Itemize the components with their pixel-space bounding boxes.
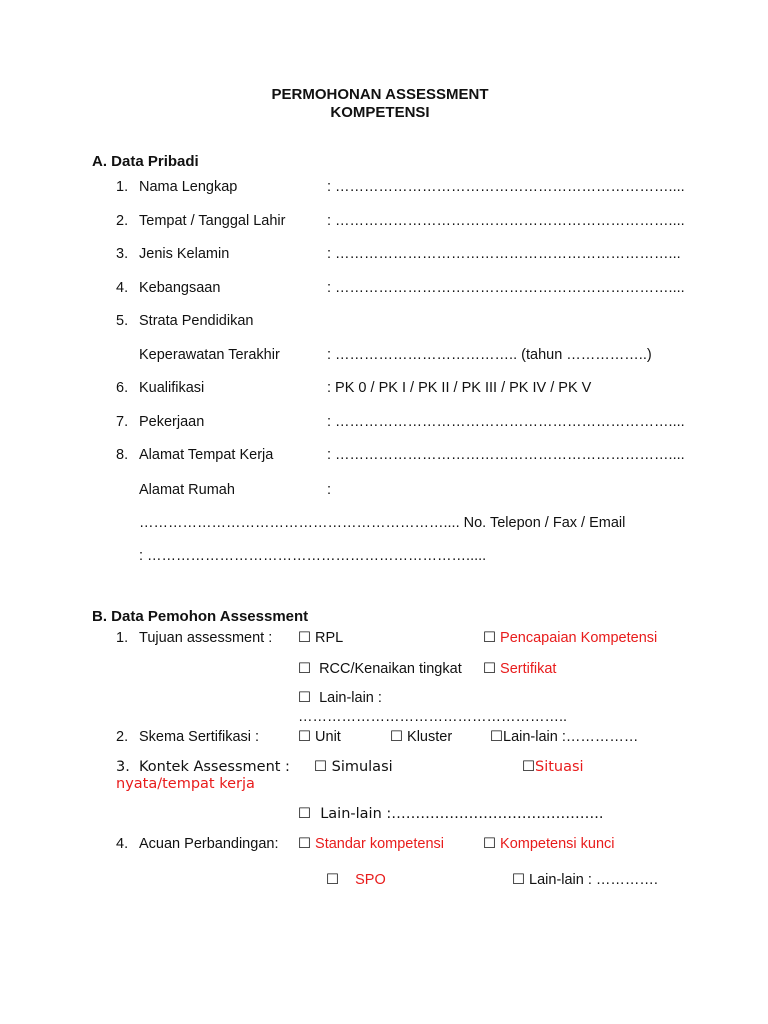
field-value-keperawatan-terakhir[interactable]: : ……………………………….. (tahun ……………..) <box>327 347 652 363</box>
option-standar-kompetensi[interactable] <box>298 836 444 852</box>
field-value-tempat-tanggal-lahir[interactable]: : …………………………………………………………….... <box>327 213 685 229</box>
checkbox-icon[interactable]: ☐ <box>390 729 403 745</box>
checkbox-icon[interactable]: ☐ <box>298 836 311 852</box>
option-situasi[interactable] <box>522 759 584 775</box>
checkbox-icon[interactable]: ☐ <box>314 759 327 775</box>
option-label: Pencapaian Kompetensi <box>500 630 658 646</box>
option-label: SPO <box>355 872 386 888</box>
item-number: 1. <box>116 630 129 646</box>
option-pencapaian-kompetensi[interactable] <box>483 630 657 646</box>
option-label: Situasi <box>535 759 584 775</box>
option-unit[interactable] <box>298 729 341 745</box>
field-value-alamat-rumah[interactable]: : <box>327 482 332 498</box>
contact-value-line[interactable]: : …………………………………………………………..... <box>139 548 487 564</box>
item-number: 2. <box>116 213 129 229</box>
question-label-kontek-assessment: Kontek Assessment : <box>139 759 290 775</box>
item-number: 5. <box>116 313 129 329</box>
checkbox-icon[interactable]: ☐ <box>483 836 496 852</box>
question-label-tujuan-assessment: Tujuan assessment : <box>139 630 273 646</box>
item-number: 3. <box>116 246 129 262</box>
field-label-alamat-tempat-kerja: Alamat Tempat Kerja <box>139 447 274 463</box>
option-label: Simulasi <box>331 759 393 775</box>
option-simulasi[interactable] <box>314 759 393 775</box>
doc-title-line2: KOMPETENSI <box>330 104 430 121</box>
item-number: 8. <box>116 447 129 463</box>
field-value-alamat-tempat-kerja[interactable]: : …………………………………………………………….... <box>327 447 685 463</box>
field-value-pekerjaan[interactable]: : …………………………………………………………….... <box>327 414 685 430</box>
field-label-keperawatan-terakhir: Keperawatan Terakhir <box>139 347 280 363</box>
field-label-pekerjaan: Pekerjaan <box>139 414 205 430</box>
question-label-acuan-perbandingan: Acuan Perbandingan: <box>139 836 279 852</box>
option-label: Standar kompetensi <box>315 836 444 852</box>
option-label: Sertifikat <box>500 661 557 677</box>
option-kompetensi-kunci[interactable] <box>483 836 614 852</box>
field-label-alamat-rumah: Alamat Rumah <box>139 482 235 498</box>
option-rpl[interactable] <box>298 630 343 646</box>
checkbox-icon[interactable]: ☐ <box>522 759 535 775</box>
item-number: 6. <box>116 380 129 396</box>
option-lain-lain[interactable] <box>490 729 638 745</box>
checkbox-icon[interactable]: ☐ <box>298 729 311 745</box>
option-lain-lain[interactable] <box>512 872 658 888</box>
field-value-nama-lengkap[interactable]: : …………………………………………………………….... <box>327 179 685 195</box>
option-label: Lain-lain : …………. <box>529 872 658 888</box>
doc-title-line1: PERMOHONAN ASSESSMENT <box>271 86 489 103</box>
checkbox-icon[interactable]: ☐ <box>326 872 339 888</box>
checkbox-icon[interactable]: ☐ <box>490 729 503 745</box>
field-value-kebangsaan[interactable]: : …………………………………………………………….... <box>327 280 685 296</box>
checkbox-icon[interactable]: ☐ <box>512 872 525 888</box>
checkbox-icon[interactable]: ☐ <box>298 630 311 646</box>
field-value-kualifikasi[interactable]: : PK 0 / PK I / PK II / PK III / PK IV / PK V <box>327 380 592 396</box>
option-situasi-label-continued: nyata/tempat kerja <box>116 776 255 792</box>
field-label-kebangsaan: Kebangsaan <box>139 280 221 296</box>
option-spo[interactable] <box>326 872 386 888</box>
option-label: Lain-lain :…………………………………….. <box>320 806 604 822</box>
checkbox-icon[interactable]: ☐ <box>298 690 311 706</box>
item-number: 1. <box>116 179 129 195</box>
question-label-skema-sertifikasi: Skema Sertifikasi : <box>139 729 260 745</box>
field-label-nama-lengkap: Nama Lengkap <box>139 179 238 195</box>
option-label: Kluster <box>407 729 453 745</box>
field-label-strata-pendidikan: Strata Pendidikan <box>139 313 254 329</box>
address-continuation-line[interactable]: ……………………………………………………….... No. Telepon / Fax / Email <box>139 515 626 531</box>
option-kluster[interactable] <box>390 729 452 745</box>
checkbox-icon[interactable]: ☐ <box>483 661 496 677</box>
field-label-tempat-tanggal-lahir: Tempat / Tanggal Lahir <box>139 213 286 229</box>
section-b-heading: B. Data Pemohon Assessment <box>92 608 309 625</box>
option-rcc-kenaikan-tingkat[interactable] <box>298 661 462 677</box>
item-number: 4. <box>116 280 129 296</box>
option-label: Lain-lain :…………… <box>503 729 639 745</box>
option-lain-lain[interactable] <box>298 690 382 706</box>
option-sertifikat[interactable] <box>483 661 556 677</box>
checkbox-icon[interactable]: ☐ <box>483 630 496 646</box>
checkbox-icon[interactable]: ☐ <box>298 806 311 822</box>
option-label: RPL <box>315 630 344 646</box>
item-number: 2. <box>116 729 129 745</box>
item-number: 4. <box>116 836 129 852</box>
option-lain-lain[interactable] <box>298 806 603 822</box>
option-label: Unit <box>315 729 341 745</box>
option-label: Lain-lain : <box>319 690 382 706</box>
field-value-jenis-kelamin[interactable]: : ……………………………………………………………... <box>327 246 681 262</box>
option-label: Kompetensi kunci <box>500 836 615 852</box>
field-label-kualifikasi: Kualifikasi <box>139 380 205 396</box>
item-number: 7. <box>116 414 129 430</box>
section-a-heading: A. Data Pribadi <box>92 153 199 170</box>
item-number: 3. <box>116 759 130 775</box>
checkbox-icon[interactable]: ☐ <box>298 661 311 677</box>
option-label: RCC/Kenaikan tingkat <box>319 661 462 677</box>
field-label-jenis-kelamin: Jenis Kelamin <box>139 246 230 262</box>
lain-lain-fill-line[interactable]: ……………………………………………….. <box>298 709 568 725</box>
